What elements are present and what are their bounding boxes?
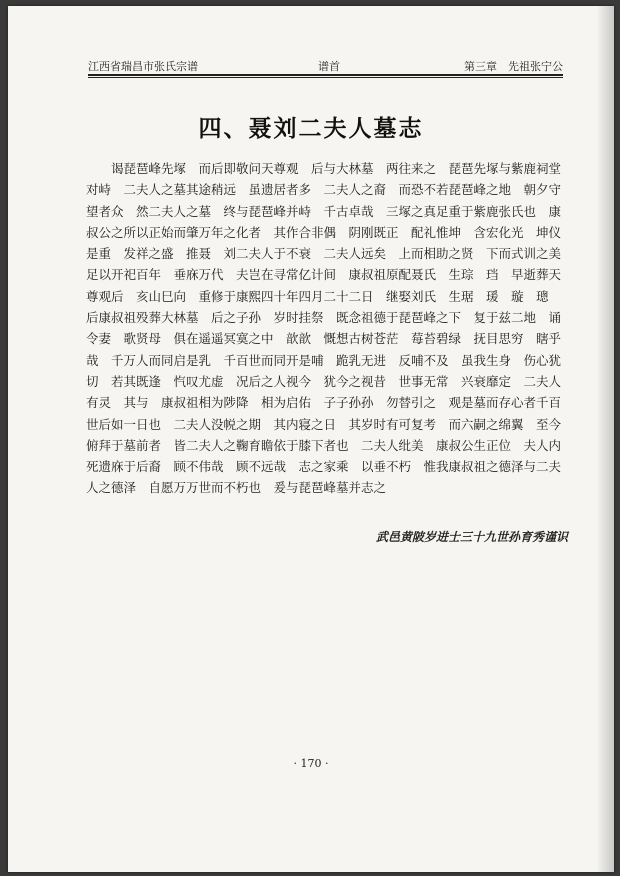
header-book-title: 江西省瑞昌市张氏宗谱 — [88, 60, 198, 73]
body-line: 尊观后 亥山巳向 重修于康熙四十年四月二十二日 继娶刘氏 生琚 瑗 璇 璁 — [86, 288, 549, 304]
book-page — [8, 6, 614, 872]
body-line: 有灵 其与 康叔祖相为陟降 相为启佑 子子孙孙 勿替引之 观是墓而存心者千百 — [86, 395, 562, 411]
body-line: 令妻 歌贤母 俱在遥遥冥寞之中 歆歆 慨想古树苍茫 莓苔碧绿 抚目思穷 瞎乎 — [86, 331, 562, 347]
body-line: 谒琵琶峰先塚 而后即敬问天尊观 后与大林墓 两往来之 琵琶先塚与紫鹿祠堂 — [86, 161, 562, 176]
epitaph-body — [86, 158, 580, 499]
header-chapter: 第三章 先祖张宁公 — [464, 60, 563, 73]
body-line: 切 若其既逢 忾叹尤虚 况后之人视今 犹今之视昔 世事无常 兴衰靡定 二夫人 — [86, 373, 562, 389]
body-line: 世后如一日也 二夫人没帨之期 其内寝之日 其岁时有可复考 而六嗣之绵翼 至今 — [86, 416, 562, 432]
body-line: 死遗庥于后裔 顾不伟哉 顾不远哉 志之家乘 以垂不朽 惟我康叔祖之德泽与二夫 — [86, 459, 562, 475]
body-line: 叔公之所以正始而肇万年之化者 其作合非偶 阴刚既正 配礼惟坤 含宏化光 坤仪 — [86, 224, 562, 240]
author-signature: 武邑黄陂岁进士三十九世孙育秀谨识 — [375, 530, 568, 544]
body-line: 对峙 二夫人之墓其途稍远 虽遗居者多 二夫人之裔 而恐不若琵琶峰之地 朝夕守 — [86, 182, 562, 198]
body-line: 望者众 然二夫人之墓 终与琵琶峰并峙 千古卓哉 三塚之真足重于紫鹿张氏也 康 — [86, 203, 562, 219]
body-line: 哉 千万人而同启是乳 千百世而同开是哺 跪乳无进 反哺不及 虽我生身 伤心犹 — [86, 352, 562, 368]
body-line: 是重 发祥之盛 推聂 刘二夫人于不衰 二夫人远矣 上而相助之贤 下而式训之美 — [86, 246, 562, 262]
page-number: · 170 · — [293, 757, 329, 770]
page-title: 四、聂刘二夫人墓志 — [198, 115, 424, 142]
body-line: 后康叔祖殁葬大林墓 后之子孙 岁时挂祭 既念祖德于琵琶峰之下 复于兹二地 诵 — [86, 310, 562, 326]
body-line: 足以开祀百年 垂庥万代 夫岂在寻常亿计间 康叔祖原配聂氏 生琮 珰 早逝葬天 — [86, 267, 562, 283]
body-line: 人之德泽 自愿万万世而不朽也 爰与琵琶峰墓并志之 — [86, 480, 387, 496]
body-line: 俯拜于墓前者 皆二夫人之鞠育瞻依于膝下者也 二夫人纰美 康叔公生正位 夫人内 — [86, 437, 562, 453]
running-header — [88, 52, 563, 74]
header-rule — [88, 74, 563, 78]
header-section: 谱首 — [318, 60, 340, 73]
